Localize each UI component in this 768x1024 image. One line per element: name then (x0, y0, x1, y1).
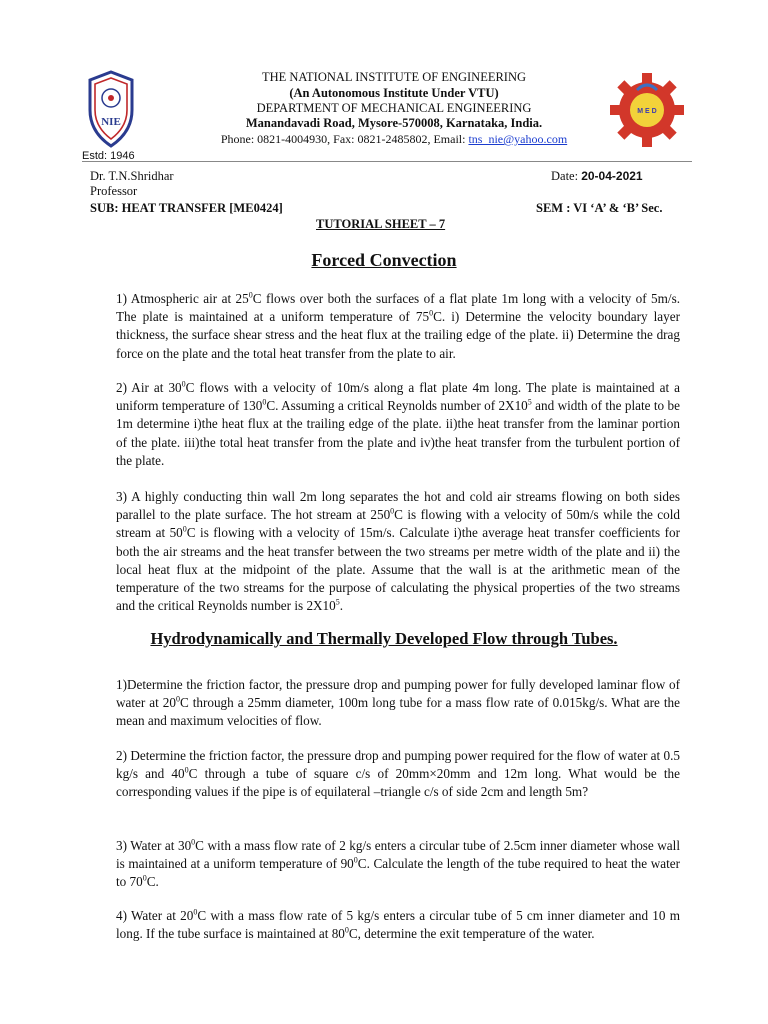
date-line (551, 169, 643, 184)
problem-paragraph: 1) Atmospheric air at $25^0C$ flows over both the surfaces of a flat plate 1m long with a velocity of 5m/s. The plate is maintained at a uniform temperature of $75^0C$. i) Determine the velocity boundary layer thickness, the surface shear stress and the heat flux at the trailing edge of the plate. ii) Determine the drag force on the plate and the total heat transfer from the plate to air. (116, 290, 681, 361)
institute-address: Manandavadi Road, Mysore-570008, Karnataka, India. (245, 116, 543, 130)
problem-paragraph: 3) A highly conducting thin wall 2m long separates the hot and cold air streams flowing on both sides parallel to the plate surface. The hot stream at $250^0C$ is flowing with a velocity of 50m/s while the cold stream at $50^0C$ is flowing with a velocity of 15m/s. Calculate i)the average heat transfer coefficients for both the air streams and the heat transfer between the two streams per metre width of the plate and ii) the local heat flux at the midpoint of the plate. Assume that the wall is at the arithmetic mean of the temperature of the two streams for the purpose of calculating the physical properties of the two streams and the critical Reynolds number is $2X10^5$. (116, 489, 681, 614)
semester-line: SEM : VI ‘A’ & ‘B’ Sec. (536, 201, 663, 215)
nie-shield-logo (86, 70, 136, 148)
right-logo-text: M E D (637, 108, 657, 115)
institute-affiliation: (An Autonomous Institute Under VTU) (289, 86, 499, 100)
problem-paragraph: 3) Water at $30^0C$ with a mass flow rate of 2 kg/s enters a circular tube of 2.5cm inner diameter whose wall is maintained at a uniform temperature of $90^0C$. Calculate the length of the tube required to heat the water to $70^0C$. (116, 837, 680, 890)
institute-name: THE NATIONAL INSTITUTE OF ENGINEERING (261, 70, 527, 84)
header-divider (82, 161, 692, 162)
section-title-forced-convection: Forced Convection (311, 250, 457, 270)
left-logo-text: NIE (101, 116, 121, 128)
problem-paragraph: 2) Air at $30^0C$ flows with a velocity of 10m/s along a flat plate 4m long. The plate is maintained at a uniform temperature of $130^0C$. Assuming a critical Reynolds number of $2X10^5$ and width of the plate to be 1m determine i)the heat flux at the trailing edge of the plate. ii)the heat transfer from the laminar portion of the plate. iii)the total heat transfer from the plate and iv)the heat transfer from the turbulent portion of the plate. (116, 379, 680, 468)
teacher-designation: Professor (90, 184, 138, 198)
problem-paragraph: 1)Determine the friction factor, the pressure drop and pumping power for fully developed laminar flow of water at $20^0C$ through a 25mm diameter, 100m long tube for a mass flow rate of 0.015kg/s. What are the mean and maximum velocities of flow. (116, 677, 680, 729)
established-year: Estd: 1946 (82, 150, 135, 162)
email-link[interactable]: tns_nie@yahoo.com (468, 132, 568, 146)
department-name: DEPARTMENT OF MECHANICAL ENGINEERING (256, 101, 532, 115)
date-value: 20-04-2021 (581, 169, 643, 183)
tutorial-title: TUTORIAL SHEET – 7 (316, 217, 446, 231)
section-title-tube-flow: Hydrodynamically and Thermally Developed Flow through Tubes. (150, 629, 618, 648)
problem-paragraph: 2) Determine the friction factor, the pressure drop and pumping power required for the flow of water at 0.5 kg/s and $40^0C$ through a tube of square c/s of 20mm×20mm and 12m long. What would be the corresponding values if the pipe is of equilateral –triangle c/s of side 2cm and length 5m? (116, 748, 680, 800)
contact-line (150, 131, 638, 147)
teacher-name: Dr. T.N.Shridhar (90, 169, 174, 183)
subject-line: SUB: HEAT TRANSFER [ME0424] (90, 201, 283, 215)
date-label: Date: (551, 169, 582, 183)
problem-paragraph: 4) Water at $20^0C$ with a mass flow rate of 5 kg/s enters a circular tube of 5 cm inner diameter and 10 m long. If the tube surface is maintained at $80^0C$, determine the exit temperature of the water. (116, 907, 680, 942)
contact-text: Phone: 0821-4004930, Fax: 0821-2485802, Email: (220, 132, 469, 146)
